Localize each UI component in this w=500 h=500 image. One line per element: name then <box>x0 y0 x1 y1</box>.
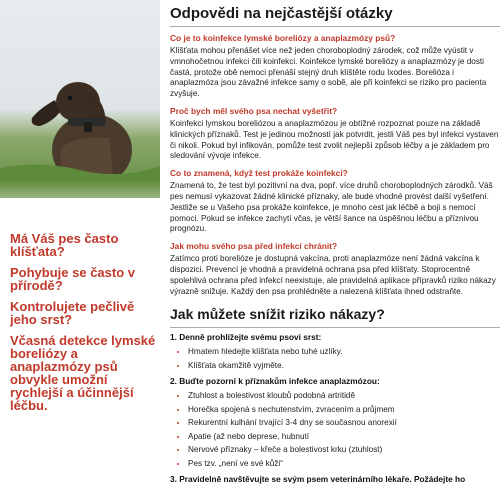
bullet-item: • Klíšťata okamžitě vyjměte. <box>188 359 500 373</box>
left-question: Má Váš pes často klíšťata? <box>10 231 119 259</box>
bullet-item: • Ztuhlost a bolestivost kloubů podobná artritidě <box>188 389 500 403</box>
step-bullets <box>170 345 500 372</box>
left-question: Včasná detekce lymské boreliózy a anaplazmózy psů obvykle umožní rychlejší a účinnější léčbu. <box>10 333 156 413</box>
title-divider <box>170 26 500 27</box>
faq-answer: Klíšťata mohou přenášet více než jeden choroboplodný zárodek, což může vyústit v vmnohočetnou infekci čili koinfekci. Koinfekce lymské boreliózy a anaplazmózy je dosti častá, protože obě nemoci přenáší stejný druh klíštěte rodu Ixodes. Borelióza i anaplazmóza jsou závažné infekce samy o sobě, ale při koinfekci se riziko pro pacienta zvyšuje. <box>170 46 487 99</box>
faq-answer: Znamená to, že test byl pozitivní na dva, popř. více druhů choroboplodných zárodků. Váš pes nemusí vykazovat žádné klinické příznaky, ale bude vhodné provést další vyšetření. Jestliže se u Vašeho psa prokáže koinfekce, je mnoho cest jak léčbě a boji s nemocí pomoci. Pokud se infekce zachytí včas, je větší šance na úspěšnou léčbu a příznivou prognózu. <box>170 181 493 234</box>
faq-answer: Zatímco proti borelióze je dostupná vakcína, proti anaplazmóze není žádná vakcína k dispozici. Prevencí je vhodná a pravidelná ochrana psa před klíšťaty. Stoprocentně spolehlivá ochrana před infekcí neexistuje, ale pravidelná aplikace přípravků riziko nákazy výrazně snižuje. Každý den psa prohlédněte a nalezená klíšťata ihned odstraňte. <box>170 254 496 296</box>
bullet-item: • Nervové příznaky – křeče a bolestivost krku (ztuhlost) <box>188 443 500 457</box>
bullet-item: • Horečka spojená s nechutenstvím, zvracením a průjmem <box>188 403 500 417</box>
dog-illustration <box>0 0 160 198</box>
risk-divider <box>170 327 500 328</box>
step-title: 1. Denně prohlížejte svému psovi srst: <box>170 332 322 343</box>
left-question-list <box>10 232 160 420</box>
faq-answer: Koinfekci lymskou boreliózou a anaplazmózou je obtížné rozpoznat pouze na základě klinických příznaků. Test je jedinou možností jak potvrdit, jestli Váš pes byl infekci vystaven či nikoli. Pokud byl infikován, pomůže test zvolit nejlepší způsob léčby a je základem pro sledování vývoje infekce. <box>170 118 499 161</box>
step-title: 3. Pravidelně navštěvujte se svým psem veterinárního lékaře. Požádejte ho <box>170 474 466 485</box>
faq-section <box>170 106 500 162</box>
dog-photo <box>0 0 160 198</box>
bullet-item: • Apatie (až nebo deprese, hubnutí <box>188 430 500 444</box>
faq-section <box>170 33 500 100</box>
faq-question: Co je to koinfekce lymské boreliózy a anaplazmózy psů? <box>170 33 396 43</box>
faq-section <box>170 168 500 235</box>
risk-heading: Jak můžete snížit riziko nákazy? <box>170 306 385 323</box>
page-title: Odpovědi na nejčastější otázky <box>170 5 393 22</box>
faq-section <box>170 241 500 297</box>
bullet-item: • Rekurentní kulhání trvající 3-4 dny se současnou anorexií <box>188 416 500 430</box>
faq-question: Proč bych měl svého psa nechat vyšetřit? <box>170 105 338 116</box>
left-question: Kontrolujete pečlivě jeho srst? <box>10 299 135 327</box>
main-content <box>170 0 500 485</box>
step-bullets <box>170 389 500 470</box>
faq-question: Co to znamená, když test prokáže koinfekci? <box>170 168 348 179</box>
bullet-item: • Pes tzv. „není ve své kůži“ <box>188 457 500 471</box>
left-question: Pohybuje se často v přírodě? <box>10 265 135 293</box>
step-title: 2. Buďte pozorní k příznakům infekce anaplazmózou: <box>170 376 380 387</box>
bullet-item: • Hmatem hledejte klíšťata nebo tuhé uzlíky. <box>188 345 500 359</box>
faq-question: Jak mohu svého psa před infekcí chránit? <box>170 241 338 252</box>
